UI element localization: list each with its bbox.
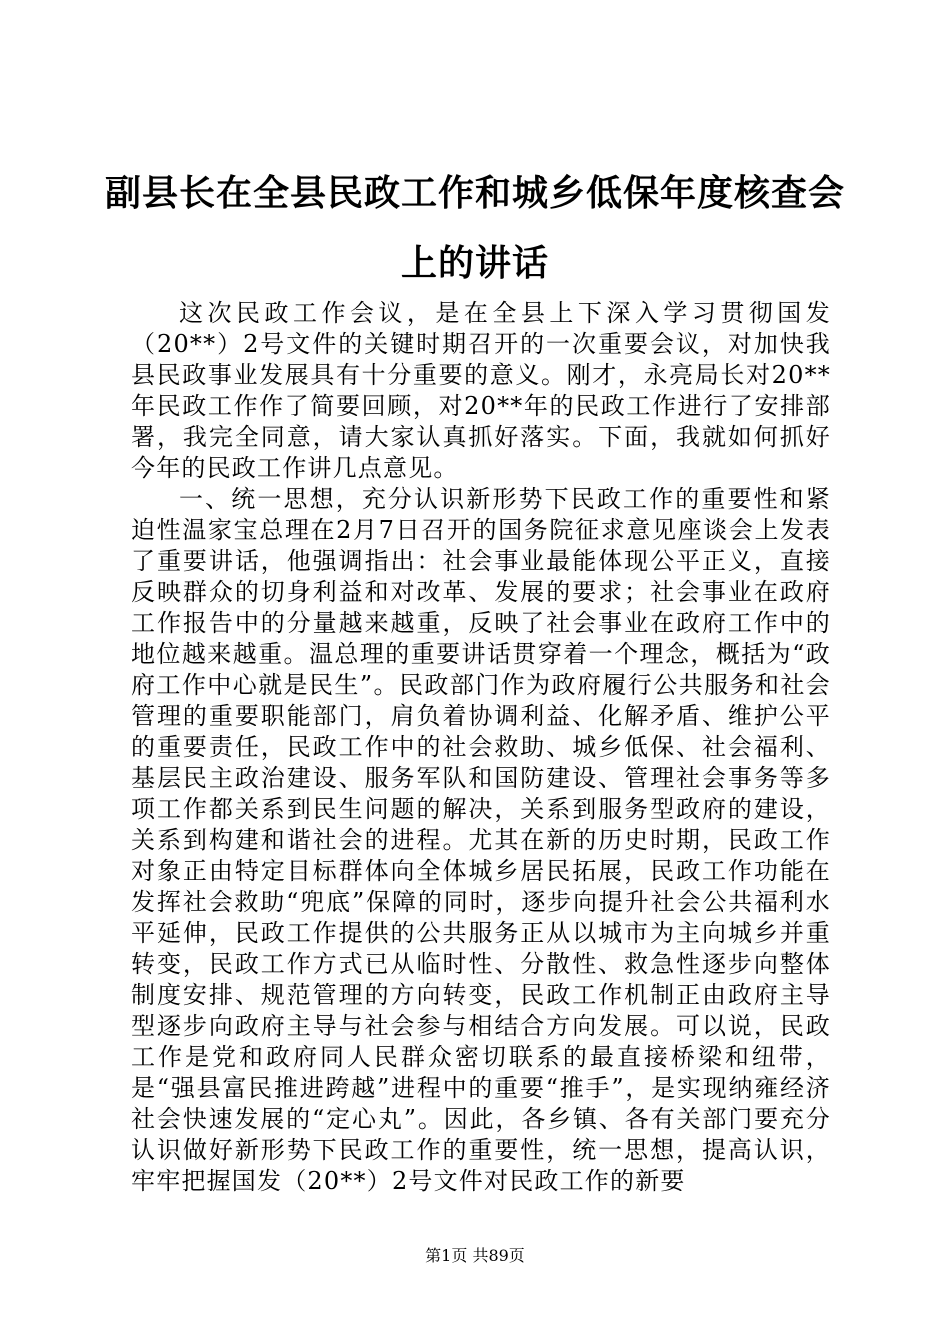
page-number-footer: 第1页 共89页 — [425, 1246, 525, 1265]
paragraph-intro: 这次民政工作会议，是在全县上下深入学习贯彻国发（20**）2号文件的关键时期召开的一次重要会议，对加快我县民政事业发展具有十分重要的意义。刚才，永亮局长对20**年民政工作作了简要回顾，对20**年的民政工作进行了安排部署，我完全同意，请大家认真抓好落实。下面，我就如何抓好今年的民政工作讲几点意见。 — [131, 299, 831, 482]
document-body — [131, 298, 831, 1197]
document-title: 副县长在全县民政工作和城乡低保年度核查会上的讲话 — [104, 172, 845, 284]
paragraph-section-one: 一、统一思想，充分认识新形势下民政工作的重要性和紧迫性温家宝总理在2月7日召开的国务院征求意见座谈会上发表了重要讲话，他强调指出：社会事业最能体现公平正义，直接反映群众的切身利益和对改革、发展的要求；社会事业在政府工作报告中的分量越来越重，反映了社会事业在政府工作中的地位越来越重。温总理的重要讲话贯穿着一个理念，概括为“政府工作中心就是民生”。民政部门作为政府履行公共服务和社会管理的重要职能部门，肩负着协调利益、化解矛盾、维护公平的重要责任，民政工作中的社会救助、城乡低保、社会福利、基层民主政治建设、服务军队和国防建设、管理社会事务等多项工作都关系到民生问题的解决，关系到服务型政府的建设，关系到构建和谐社会的进程。尤其在新的历史时期，民政工作对象正由特定目标群体向全体城乡居民拓展，民政工作功能在发挥社会救助“兜底”保障的同时，逐步向提升社会公共福利水平延伸，民政工作提供的公共服务正从以城市为主向城乡并重转变，民政工作方式已从临时性、分散性、救急性逐步向整体制度安排、规范管理的方向转变，民政工作机制正由政府主导型逐步向政府主导与社会参与相结合方向发展。可以说，民政工作是党和政府同人民群众密切联系的最直接桥梁和纽带，是“强县富民推进跨越”进程中的重要“推手”，是实现纳雍经济社会快速发展的“定心丸”。因此，各乡镇、各有关部门要充分认识做好新形势下民政工作的重要性，统一思想，提高认识，牢牢把握国发（20**）2号文件对民政工作的新要 — [131, 485, 831, 1195]
